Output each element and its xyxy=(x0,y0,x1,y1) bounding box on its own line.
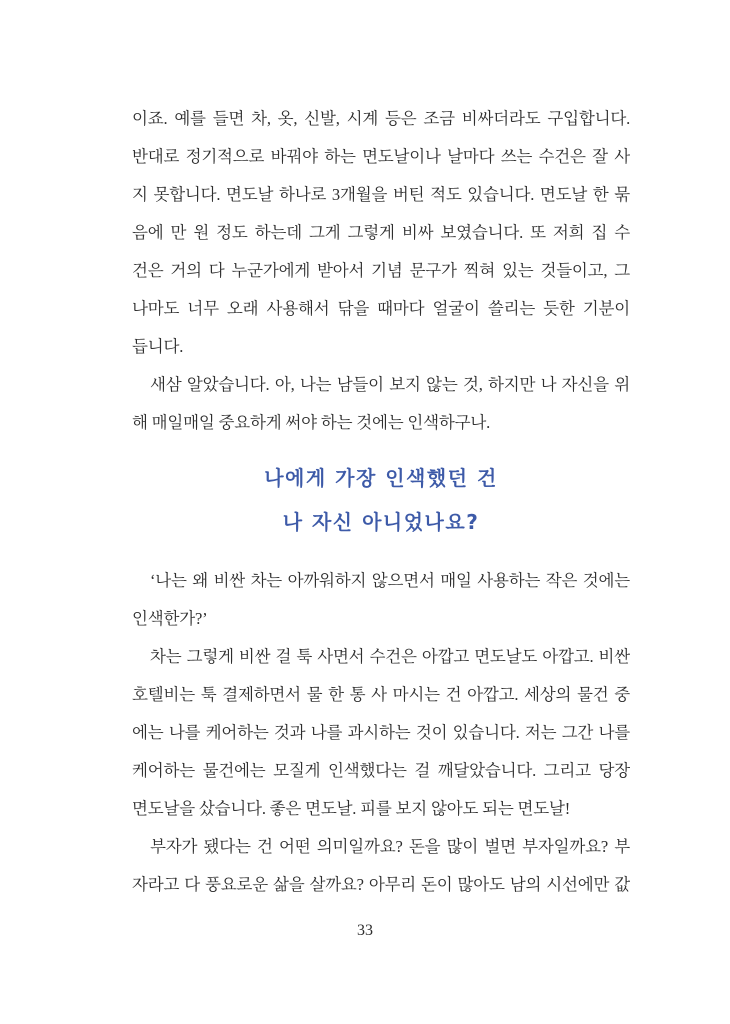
text-line: 이죠. 예를 들면 차, 옷, 신발, 시계 등은 조금 비싸더라도 구입합니다. xyxy=(132,109,630,128)
text-line: 호텔비는 툭 결제하면서 물 한 통 사 마시는 건 아깝고. 세상의 물건 중 xyxy=(132,685,630,704)
text-line: 에는 나를 케어하는 것과 나를 과시하는 것이 있습니다. 저는 그간 나를 xyxy=(132,723,630,742)
text-line: 음에 만 원 정도 하는데 그게 그렇게 비싸 보였습니다. 또 저희 집 수 xyxy=(132,223,630,242)
text-line: 나마도 너무 오래 사용해서 닦을 때마다 얼굴이 쓸리는 듯한 기분이 xyxy=(132,299,630,318)
paragraph-group-bottom xyxy=(132,562,630,904)
text-line: ‘나는 왜 비싼 차는 아까워하지 않으면서 매일 사용하는 작은 것에는 xyxy=(150,571,630,590)
text-line: 새삼 알았습니다. 아, 나는 남들이 보지 않는 것, 하지만 나 자신을 위 xyxy=(150,375,630,394)
text-line: 해 매일매일 중요하게 써야 하는 것에는 인색하구나. xyxy=(132,413,490,432)
text-block xyxy=(132,100,630,904)
quote-line: 나에게 가장 인색했던 건 xyxy=(264,466,498,490)
text-line: 듭니다. xyxy=(132,337,184,356)
text-line: 면도날을 샀습니다. 좋은 면도날. 피를 보지 않아도 되는 면도날! xyxy=(132,799,571,818)
paragraph xyxy=(132,366,630,442)
text-line: 부자가 됐다는 건 어떤 의미일까요? 돈을 많이 벌면 부자일까요? 부 xyxy=(150,837,630,856)
page-number: 33 xyxy=(357,922,373,939)
paragraph xyxy=(132,100,630,366)
quote-line: 나 자신 아니었나요? xyxy=(282,510,480,534)
text-line: 인색한가?’ xyxy=(132,609,208,628)
text-line: 케어하는 물건에는 모질게 인색했다는 걸 깨달았습니다. 그리고 당장 xyxy=(132,761,630,780)
text-line: 자라고 다 풍요로운 삶을 살까요? 아무리 돈이 많아도 남의 시선에만 값 xyxy=(132,875,630,894)
paragraph xyxy=(132,828,630,904)
text-line: 차는 그렇게 비싼 걸 툭 사면서 수건은 아깝고 면도날도 아깝고. 비싼 xyxy=(150,647,630,666)
paragraph xyxy=(132,638,630,828)
text-line: 건은 거의 다 누군가에게 받아서 기념 문구가 찍혀 있는 것들이고, 그 xyxy=(132,261,630,280)
paragraph xyxy=(132,562,630,638)
paragraph-group-top xyxy=(132,100,630,442)
text-line: 지 못합니다. 면도날 하나로 3개월을 버틴 적도 있습니다. 면도날 한 묶 xyxy=(132,185,630,204)
text-line: 반대로 정기적으로 바꿔야 하는 면도날이나 날마다 쓰는 수건은 잘 사 xyxy=(132,147,630,166)
handwritten-quote xyxy=(132,456,630,544)
